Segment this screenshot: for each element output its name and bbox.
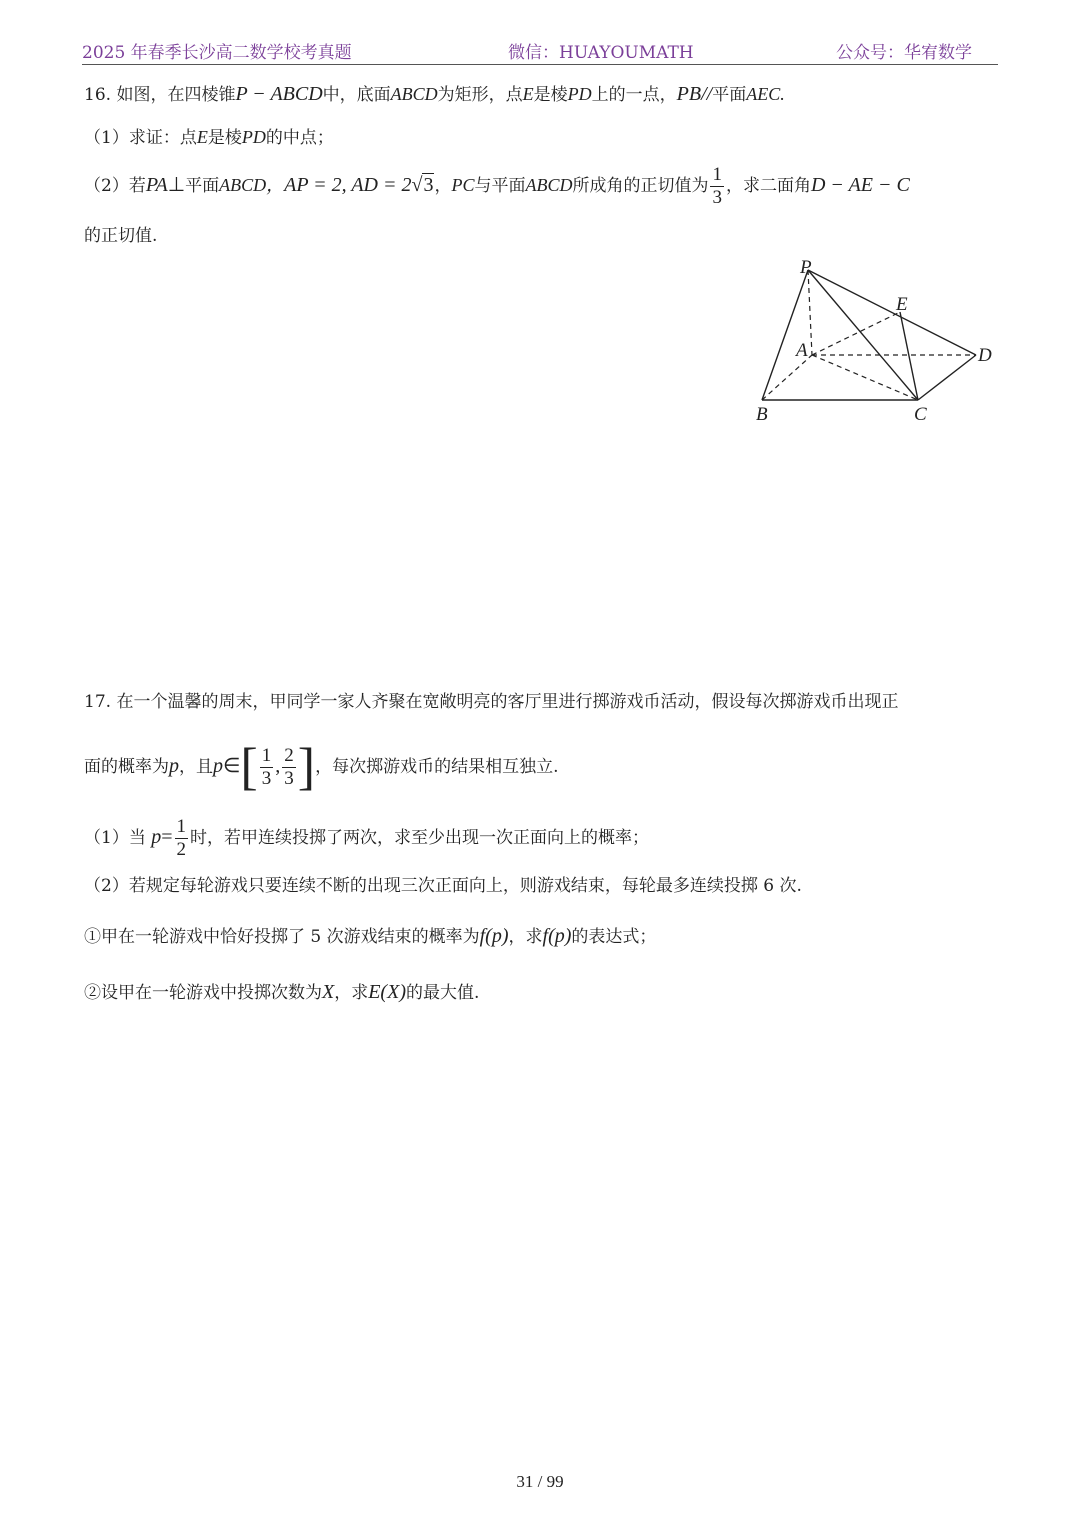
q17-sub1-text: ，求 (508, 927, 543, 947)
label-c: C (914, 404, 927, 425)
q16-part2-fraction (710, 164, 724, 209)
interval-comma: , (275, 755, 281, 777)
label-p: P (800, 257, 812, 278)
q17-sub2 (84, 980, 479, 1005)
pyramid-figure (740, 250, 1010, 435)
q17-sub1-text: ①甲在一轮游戏中恰好投掷了 5 次游戏结束的概率为 (84, 927, 480, 947)
q16-edge-pd: PD (567, 84, 592, 104)
q16-pb-parallel: PB// (676, 83, 713, 105)
q17-sub1-text: 的表达式； (571, 927, 657, 947)
fraction-denominator: 2 (176, 839, 187, 860)
q16-part2-dihedral: D − AE − C (810, 174, 910, 196)
q16-text: 中，底面 (322, 85, 391, 105)
q17-sub2-text: 的最大值. (405, 983, 480, 1003)
q16-part2-text: 所成角的正切值为 (572, 176, 709, 196)
fraction-denominator: 3 (284, 768, 294, 789)
q16-part2-sqrt: √3 (411, 174, 434, 196)
q16-pyramid: P − ABCD (235, 83, 323, 105)
edge-cd (918, 355, 976, 400)
label-e: E (896, 294, 908, 315)
q16-part1-text: 的中点； (265, 128, 334, 148)
segment-ae-hidden (812, 312, 900, 355)
q17-part1-fraction (175, 816, 189, 861)
q16-text: 为矩形，点 (437, 85, 523, 105)
header-divider (82, 64, 998, 65)
header-wechat: 微信：HUAYOUMATH (508, 43, 694, 63)
q16-base: ABCD (390, 84, 438, 104)
q17-text: ，每次掷游戏币的结果相互独立. (315, 757, 559, 777)
fraction-numerator: 1 (176, 816, 187, 837)
q16-text: 如图，在四棱锥 (116, 85, 236, 105)
q17-var-p: p (169, 755, 179, 777)
q17-var-p: p (213, 755, 223, 777)
fraction-numerator: 1 (261, 745, 272, 766)
q16-part2-perp: ⊥ (167, 174, 186, 196)
q16-part2-sqrt-radicand: 3 (423, 174, 434, 196)
label-b: B (756, 404, 768, 425)
segment-ec (900, 312, 918, 400)
q16-part2-text: （2）若 (84, 176, 146, 196)
edge-pb (762, 270, 808, 400)
interval-upper-fraction (282, 745, 296, 790)
q17-text: ，且 (179, 757, 213, 777)
q16-part1 (84, 125, 334, 150)
fraction-denominator: 3 (261, 768, 272, 789)
q17-sub1-fp: f(p) (479, 925, 509, 947)
q16-point-e: E (522, 84, 534, 104)
q16-part2-text: 与平面 (474, 176, 526, 196)
q16-part2-ap-ad: AP = 2, AD = 2 (284, 174, 412, 196)
q16-part1-text: 是棱 (207, 128, 242, 148)
q17-sub2-x: X (322, 981, 335, 1003)
q17-part1-p: p (151, 826, 162, 848)
fraction-numerator: 1 (712, 164, 722, 185)
q16-part2-text: ，求二面角 (725, 176, 811, 196)
fraction-numerator: 2 (284, 745, 294, 766)
q17-number: 17. (84, 692, 112, 712)
q17-text: 在一个温馨的周末，甲同学一家人齐聚在宽敞明亮的客厅里进行掷游戏币活动，假设每次掷游戏币出现正 (116, 692, 899, 712)
header-left-title: 2025 年春季长沙高二数学校考真题 (82, 43, 352, 63)
interval-lower-fraction (260, 745, 274, 790)
q17-stem-line1 (84, 690, 898, 714)
q16-part2-tail: 的正切值. (84, 226, 158, 246)
q17-part1-text: （1）当 (84, 828, 146, 848)
q16-part2-text: ， (434, 176, 452, 196)
page-number: 31 / 99 (516, 1472, 564, 1491)
label-d: D (978, 345, 992, 366)
q17-text: 面的概率为 (84, 757, 169, 777)
q17-part1 (84, 812, 649, 863)
q17-part1-text: 时，若甲连续投掷了两次，求至少出现一次正面向上的概率； (190, 828, 650, 848)
q16-text: 是棱 (533, 85, 568, 105)
q16-part1-pd: PD (241, 127, 266, 147)
q16-part1-e: E (196, 127, 208, 147)
header-account: 公众号：华宥数学 (836, 43, 972, 63)
q16-plane-aec: AEC. (746, 84, 785, 104)
interval-right-bracket: ] (297, 738, 316, 796)
q16-part2-abcd: ABCD， (219, 175, 285, 195)
fraction-denominator: 3 (712, 187, 722, 208)
q17-part2: （2）若规定每轮游戏只要连续不断的出现三次正面向上，则游戏结束，每轮最多连续投掷 6 次. (84, 876, 802, 896)
q16-part2-pa: PA (145, 174, 168, 196)
edge-pa-hidden (808, 270, 812, 355)
q17-sub2-text: ，求 (334, 983, 369, 1003)
q16-text: 平面 (712, 85, 747, 105)
q17-sub2-ex: E(X) (368, 981, 406, 1003)
q16-part2-pc: PC (451, 175, 475, 195)
q16-part2-text: 平面 (185, 176, 220, 196)
q17-sub1-fp: f(p) (542, 925, 572, 947)
q17-part1-equals: = (161, 826, 173, 848)
edge-pd (808, 270, 976, 355)
q17-stem-line2 (84, 738, 558, 795)
interval-left-bracket: [ (240, 738, 258, 796)
q16-part1-text: （1）求证：点 (84, 128, 197, 148)
q17-element-of: ∈ (223, 755, 241, 777)
q17-sub1 (84, 924, 656, 949)
q16-text: 上的一点， (591, 85, 677, 105)
q16-part2-abcd2: ABCD (525, 175, 573, 195)
q16-number: 16. (84, 85, 112, 105)
label-a: A (796, 340, 808, 361)
edge-pc (808, 270, 918, 400)
diagonal-ac-hidden (812, 355, 918, 400)
q17-sub2-text: ②设甲在一轮游戏中投掷次数为 (84, 983, 322, 1003)
q16-part2 (84, 160, 910, 211)
q16-stem (84, 82, 785, 107)
